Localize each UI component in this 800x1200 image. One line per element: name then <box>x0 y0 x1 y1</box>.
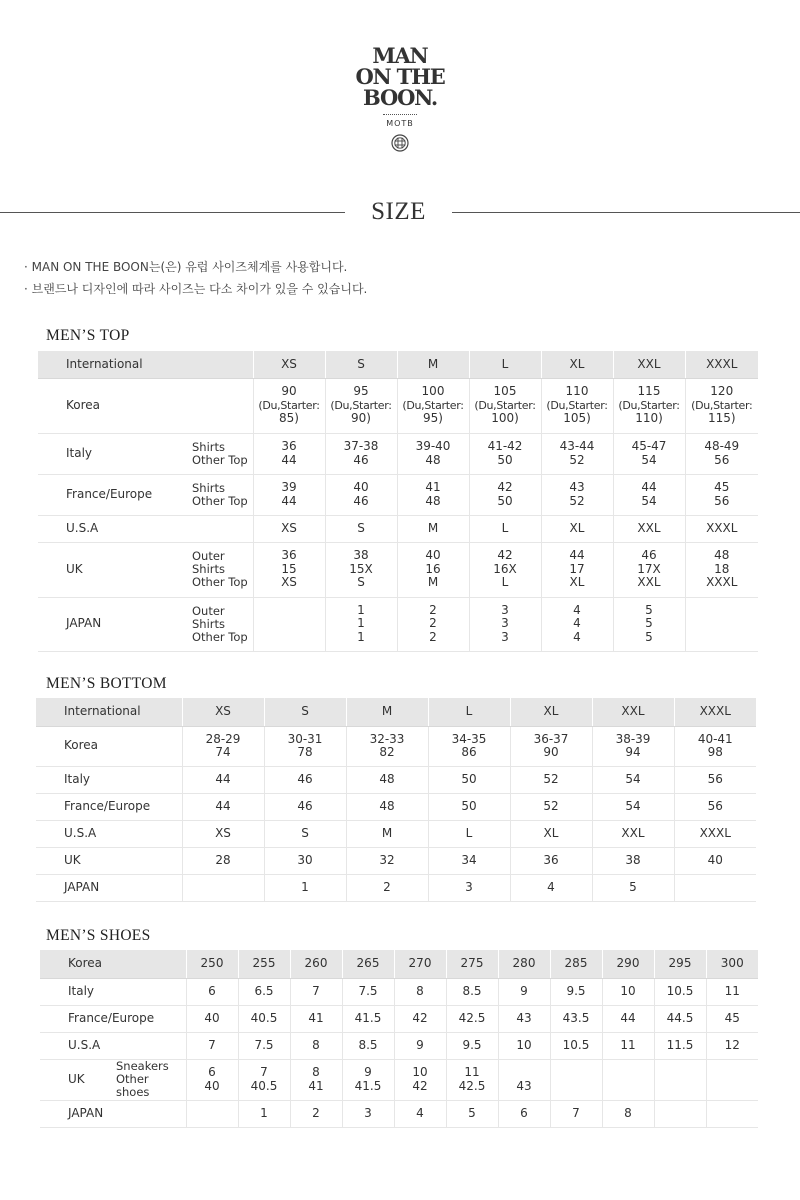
brand-logo <box>0 45 800 152</box>
table-cell: 36 <box>510 847 592 874</box>
table-cell: 43 <box>498 1005 550 1032</box>
bottom-size-header: XL <box>510 698 592 726</box>
table-cell: 46 <box>264 766 346 793</box>
top-size-header: XXXL <box>685 351 758 378</box>
table-cell: 10 <box>602 978 654 1005</box>
table-cell: 41 <box>290 1005 342 1032</box>
row-label: Italy <box>40 978 186 1005</box>
shoes-size-header: 280 <box>498 950 550 978</box>
table-cell: 6 <box>498 1100 550 1127</box>
table-cell: XXXL <box>674 820 756 847</box>
logo-line-3: BOON. <box>363 85 437 110</box>
table-cell: 44 <box>182 793 264 820</box>
table-cell: 2 <box>290 1100 342 1127</box>
table-cell: 4 4 4 <box>541 597 613 651</box>
table-cell <box>253 597 325 651</box>
table-cell <box>654 1100 706 1127</box>
table-cell: 4 <box>510 874 592 901</box>
table-cell: 5 <box>446 1100 498 1127</box>
mens-bottom-title: MEN’S BOTTOM <box>46 675 167 692</box>
table-cell: 44 54 <box>613 474 685 515</box>
table-cell: 45 <box>706 1005 758 1032</box>
table-cell: 10.5 <box>654 978 706 1005</box>
heading-rule-right <box>452 212 800 213</box>
table-cell: 9 <box>394 1032 446 1059</box>
table-cell <box>685 597 758 651</box>
table-cell: 7 <box>186 1032 238 1059</box>
table-cell: 7 <box>290 978 342 1005</box>
table-cell: 100 (Du,Starter: 95) <box>397 378 469 433</box>
shoes-row-italy <box>40 978 758 1005</box>
table-cell: 54 <box>592 766 674 793</box>
shoes-size-header: 265 <box>342 950 394 978</box>
row-label: Italy <box>38 433 188 474</box>
table-cell: 30-31 78 <box>264 726 346 766</box>
shoes-size-header: 300 <box>706 950 758 978</box>
bottom-row-japan <box>36 874 756 901</box>
mens-shoes-title: MEN’S SHOES <box>46 927 151 944</box>
table-cell: XXXL <box>685 515 758 542</box>
table-cell: S <box>325 515 397 542</box>
table-cell: M <box>397 515 469 542</box>
table-cell: 38-39 94 <box>592 726 674 766</box>
row-label: JAPAN <box>38 597 188 651</box>
table-cell: 28 <box>182 847 264 874</box>
table-cell <box>602 1059 654 1100</box>
size-heading <box>0 198 800 228</box>
table-cell: 43.5 <box>550 1005 602 1032</box>
table-cell <box>182 874 264 901</box>
table-cell: 8 <box>602 1100 654 1127</box>
table-cell: 2 <box>346 874 428 901</box>
table-cell: 6 <box>186 978 238 1005</box>
table-cell: 30 <box>264 847 346 874</box>
table-cell: 115 (Du,Starter: 110) <box>613 378 685 433</box>
table-cell: XXL <box>592 820 674 847</box>
top-row-usa <box>38 515 758 542</box>
top-row-korea <box>38 378 758 433</box>
table-cell: 10 <box>498 1032 550 1059</box>
shoes-size-header: 295 <box>654 950 706 978</box>
logo-sub: MOTB <box>386 119 414 128</box>
table-cell: L <box>428 820 510 847</box>
table-cell: 9.5 <box>446 1032 498 1059</box>
row-sublabel: Shirts Other Top <box>188 433 253 474</box>
table-cell: 7.5 <box>238 1032 290 1059</box>
shoes-size-header: 260 <box>290 950 342 978</box>
shoes-header-row <box>40 950 758 978</box>
table-cell <box>706 1100 758 1127</box>
table-cell: 45-47 54 <box>613 433 685 474</box>
top-size-header: XL <box>541 351 613 378</box>
table-cell: 6.5 <box>238 978 290 1005</box>
table-cell: 9 41.5 <box>342 1059 394 1100</box>
row-label: France/Europe <box>40 1005 186 1032</box>
table-cell: 50 <box>428 766 510 793</box>
table-cell: 7.5 <box>342 978 394 1005</box>
row-label: UK <box>36 847 182 874</box>
mens-shoes-table <box>40 950 758 1128</box>
table-cell: 40 16 M <box>397 542 469 597</box>
row-label: UK <box>40 1059 113 1100</box>
table-cell: 12 <box>706 1032 758 1059</box>
table-cell: 43 52 <box>541 474 613 515</box>
table-cell: 46 17X XXL <box>613 542 685 597</box>
top-row-italy <box>38 433 758 474</box>
emblem-icon <box>391 134 409 152</box>
bottom-row-uk <box>36 847 756 874</box>
table-cell: 44 17 XL <box>541 542 613 597</box>
table-cell: 48 <box>346 793 428 820</box>
table-cell: 3 <box>342 1100 394 1127</box>
bottom-size-header: XXXL <box>674 698 756 726</box>
table-cell: 42.5 <box>446 1005 498 1032</box>
row-sublabel: Sneakers Other shoes <box>113 1059 186 1100</box>
bottom-size-header: S <box>264 698 346 726</box>
table-cell: 56 <box>674 793 756 820</box>
size-title: SIZE <box>371 198 426 225</box>
row-sublabel: Shirts Other Top <box>188 474 253 515</box>
table-cell: 42 16X L <box>469 542 541 597</box>
row-label: Korea <box>38 378 253 433</box>
table-cell: 40 <box>186 1005 238 1032</box>
row-label: JAPAN <box>36 874 182 901</box>
table-cell: 44 <box>602 1005 654 1032</box>
table-cell: 1 <box>264 874 346 901</box>
table-cell: XS <box>253 515 325 542</box>
logo-line-2: ON THE <box>355 64 445 89</box>
row-label: Korea <box>36 726 182 766</box>
top-size-header: S <box>325 351 397 378</box>
top-size-header: L <box>469 351 541 378</box>
bottom-row-italy <box>36 766 756 793</box>
shoes-size-header: 290 <box>602 950 654 978</box>
logo-line-1: MAN <box>372 43 428 68</box>
table-cell: 34 <box>428 847 510 874</box>
table-cell: 8.5 <box>446 978 498 1005</box>
table-cell: 8 41 <box>290 1059 342 1100</box>
shoes-header-label: Korea <box>40 950 186 978</box>
table-cell: L <box>469 515 541 542</box>
table-cell: S <box>264 820 346 847</box>
table-cell: 90 (Du,Starter: 85) <box>253 378 325 433</box>
table-cell: 10 42 <box>394 1059 446 1100</box>
table-cell: 56 <box>674 766 756 793</box>
table-cell: 36-37 90 <box>510 726 592 766</box>
table-cell: 48 <box>346 766 428 793</box>
table-cell: 44.5 <box>654 1005 706 1032</box>
bottom-row-usa <box>36 820 756 847</box>
table-cell: 50 <box>428 793 510 820</box>
table-cell: 28-29 74 <box>182 726 264 766</box>
note-2: · 브랜드나 디자인에 따라 사이즈는 다소 차이가 있을 수 있습니다. <box>24 282 368 296</box>
table-cell: M <box>346 820 428 847</box>
bottom-size-header: XXL <box>592 698 674 726</box>
table-cell: 39 44 <box>253 474 325 515</box>
table-cell: 43-44 52 <box>541 433 613 474</box>
table-cell <box>186 1100 238 1127</box>
table-cell: 36 15 XS <box>253 542 325 597</box>
table-cell: 8.5 <box>342 1032 394 1059</box>
table-cell: 95 (Du,Starter: 90) <box>325 378 397 433</box>
table-cell: 4 <box>394 1100 446 1127</box>
bottom-size-header: M <box>346 698 428 726</box>
row-label: France/Europe <box>36 793 182 820</box>
table-cell: 3 3 3 <box>469 597 541 651</box>
top-header-label: International <box>38 351 253 378</box>
table-cell: XXL <box>613 515 685 542</box>
table-cell: 52 <box>510 766 592 793</box>
table-cell: 38 15X S <box>325 542 397 597</box>
table-cell: 41-42 50 <box>469 433 541 474</box>
table-cell: XL <box>510 820 592 847</box>
row-label: JAPAN <box>40 1100 186 1127</box>
top-size-header: M <box>397 351 469 378</box>
table-cell: 44 <box>182 766 264 793</box>
bottom-header-row <box>36 698 756 726</box>
table-cell: 39-40 48 <box>397 433 469 474</box>
shoes-row-france <box>40 1005 758 1032</box>
table-cell: 40 <box>674 847 756 874</box>
table-cell: 9 <box>498 978 550 1005</box>
table-cell <box>550 1059 602 1100</box>
table-cell: 37-38 46 <box>325 433 397 474</box>
bottom-row-france <box>36 793 756 820</box>
table-cell: 11 42.5 <box>446 1059 498 1100</box>
table-cell: 40-41 98 <box>674 726 756 766</box>
table-cell: 52 <box>510 793 592 820</box>
top-size-header: XXL <box>613 351 685 378</box>
table-cell: 42 50 <box>469 474 541 515</box>
table-cell: 5 5 5 <box>613 597 685 651</box>
row-label: UK <box>38 542 188 597</box>
table-cell: 7 40.5 <box>238 1059 290 1100</box>
table-cell: 10.5 <box>550 1032 602 1059</box>
table-cell: 11 <box>602 1032 654 1059</box>
table-cell: 48-49 56 <box>685 433 758 474</box>
top-row-japan <box>38 597 758 651</box>
table-cell: 41 48 <box>397 474 469 515</box>
table-cell: 34-35 86 <box>428 726 510 766</box>
shoes-size-header: 285 <box>550 950 602 978</box>
shoes-size-header: 275 <box>446 950 498 978</box>
top-header-row <box>38 351 758 378</box>
table-cell: 40 46 <box>325 474 397 515</box>
table-cell: 32-33 82 <box>346 726 428 766</box>
table-cell: 6 40 <box>186 1059 238 1100</box>
table-cell: 32 <box>346 847 428 874</box>
bottom-size-header: L <box>428 698 510 726</box>
table-cell: 36 44 <box>253 433 325 474</box>
shoes-row-uk <box>40 1059 758 1100</box>
table-cell: 2 2 2 <box>397 597 469 651</box>
table-cell: 9.5 <box>550 978 602 1005</box>
shoes-size-header: 270 <box>394 950 446 978</box>
heading-rule-left <box>0 212 345 213</box>
shoes-size-header: 255 <box>238 950 290 978</box>
table-cell <box>674 874 756 901</box>
logo-dotted-rule <box>383 114 417 115</box>
table-cell: 38 <box>592 847 674 874</box>
row-label: France/Europe <box>38 474 188 515</box>
shoes-size-header: 250 <box>186 950 238 978</box>
table-cell: 8 <box>290 1032 342 1059</box>
row-label: U.S.A <box>38 515 253 542</box>
table-cell: 5 <box>592 874 674 901</box>
table-cell: 43 <box>498 1059 550 1100</box>
table-cell: 42 <box>394 1005 446 1032</box>
table-cell: 8 <box>394 978 446 1005</box>
table-cell: 11.5 <box>654 1032 706 1059</box>
table-cell: 41.5 <box>342 1005 394 1032</box>
top-row-france <box>38 474 758 515</box>
bottom-size-header: XS <box>182 698 264 726</box>
table-cell <box>706 1059 758 1100</box>
mens-top-title: MEN’S TOP <box>46 327 130 344</box>
table-cell: 54 <box>592 793 674 820</box>
top-row-uk <box>38 542 758 597</box>
table-cell: 48 18 XXXL <box>685 542 758 597</box>
row-label: U.S.A <box>36 820 182 847</box>
bottom-header-label: International <box>36 698 182 726</box>
table-cell: 1 <box>238 1100 290 1127</box>
table-cell: 7 <box>550 1100 602 1127</box>
top-size-header: XS <box>253 351 325 378</box>
bottom-row-korea <box>36 726 756 766</box>
table-cell: 40.5 <box>238 1005 290 1032</box>
mens-top-table <box>38 351 758 652</box>
table-cell: XL <box>541 515 613 542</box>
shoes-row-japan <box>40 1100 758 1127</box>
table-cell: 46 <box>264 793 346 820</box>
row-label: Italy <box>36 766 182 793</box>
table-cell: XS <box>182 820 264 847</box>
table-cell: 11 <box>706 978 758 1005</box>
table-cell: 1 1 1 <box>325 597 397 651</box>
row-sublabel: Outer Shirts Other Top <box>188 542 253 597</box>
row-label: U.S.A <box>40 1032 186 1059</box>
table-cell <box>654 1059 706 1100</box>
shoes-row-usa <box>40 1032 758 1059</box>
table-cell: 45 56 <box>685 474 758 515</box>
size-notes <box>24 256 367 300</box>
table-cell: 3 <box>428 874 510 901</box>
note-1: · MAN ON THE BOON는(은) 유럽 사이즈체계를 사용합니다. <box>24 260 348 274</box>
table-cell: 105 (Du,Starter: 100) <box>469 378 541 433</box>
table-cell: 120 (Du,Starter: 115) <box>685 378 758 433</box>
mens-bottom-table <box>36 698 756 902</box>
row-sublabel: Outer Shirts Other Top <box>188 597 253 651</box>
table-cell: 110 (Du,Starter: 105) <box>541 378 613 433</box>
